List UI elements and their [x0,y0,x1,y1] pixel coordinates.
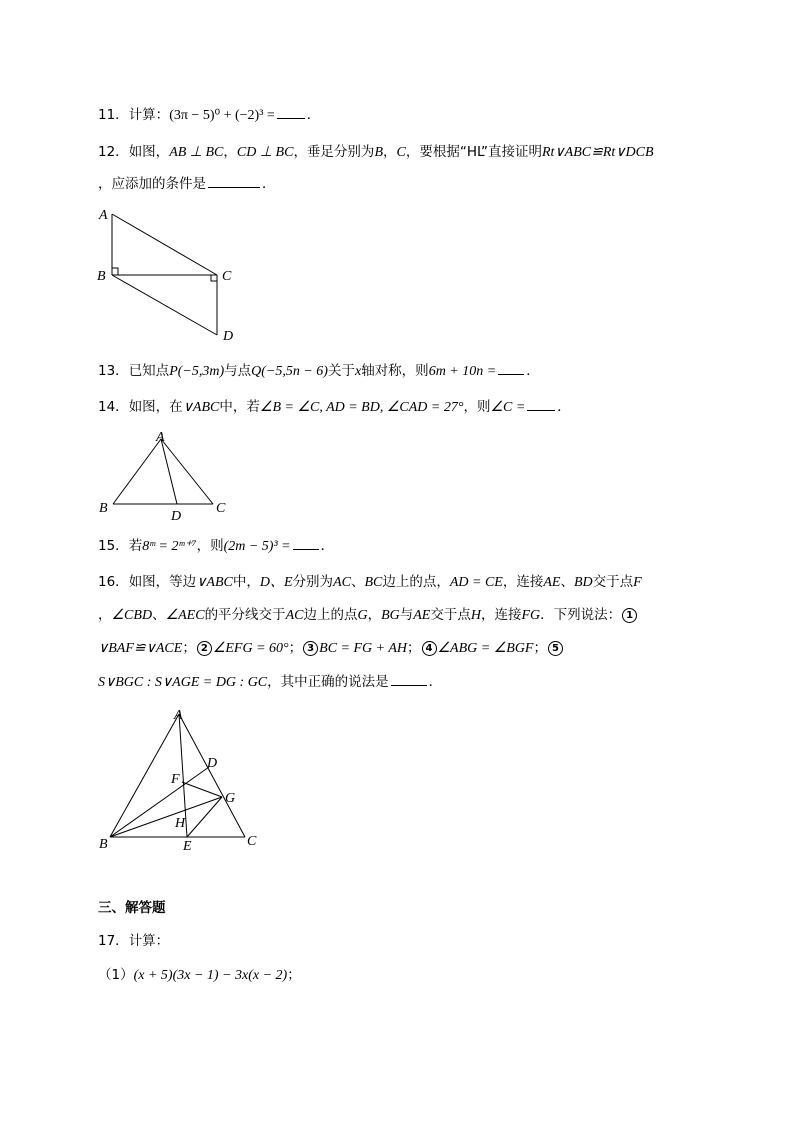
question-11: 11．计算：(3π − 5)⁰ + (−2)³ = ． [98,107,321,123]
circled-number-4: 4 [422,641,437,656]
label-D: D [223,329,234,344]
right-angle-mark [211,275,217,281]
q12-figure [95,205,245,345]
question-13: 13．已知点P(−5,3m)与点Q(−5,5n − 6)关于x轴对称，则6m + 10n = ． [98,363,540,379]
answer-blank [527,398,555,411]
answer-blank [208,175,260,188]
question-16-line3: ∨BAF≌∨ACE； 2 ∠EFG = 60°； 3 BC = FG + AH； 4 ∠ABG = ∠BGF； 5 [98,639,564,658]
label-H: H [175,816,186,831]
q11-expression: (3π − 5)⁰ + (−2)³ = [169,108,275,123]
label-F: F [171,772,180,787]
circled-number-2: 2 [197,641,212,656]
label-A: A [174,708,183,723]
answer-blank [391,673,427,686]
question-15: 15．若8ᵐ = 2ᵐ⁺⁷，则(2m − 5)³ = ． [98,538,335,554]
right-angle-mark [112,268,118,275]
label-G: G [225,791,236,806]
label-B: B [99,501,108,516]
question-12-line2: ，应添加的条件是 ． [98,176,276,192]
label-D: D [171,509,182,524]
answer-blank [293,537,319,550]
q14-figure [95,428,235,523]
label-C: C [247,834,257,849]
label-E: E [183,839,192,854]
question-16-line4: S∨BGC : S∨AGE = DG : GC，其中正确的说法是 ． [98,674,443,690]
answer-blank [498,362,524,375]
q16-figure [95,700,270,860]
label-A: A [99,208,108,223]
question-17-part-1: （1）(x + 5)(3x − 1) − 3x(x − 2)； [98,967,301,983]
circled-number-5: 5 [548,641,563,656]
label-A: A [156,430,165,445]
label-C: C [222,269,232,284]
question-16-line2: ，∠CBD、∠AEC的平分线交于AC边上的点G，BG与AE交于点H，连接FG．下列说法： 1 [98,606,638,625]
section-3-heading: 三、解答题 [98,900,166,916]
question-17: 17．计算： [98,933,170,949]
question-16: 16．如图，等边∨ABC中，D、E分别为AC、BC边上的点，AD = CE，连接AE、BD交于点F [98,574,642,590]
circled-number-3: 3 [303,641,318,656]
circled-number-1: 1 [622,608,637,623]
label-B: B [97,269,106,284]
answer-blank [277,106,305,119]
question-12: 12．如图，AB ⊥ BC，CD ⊥ BC，垂足分别为B，C，要根据“HL”直接证明Rt∨ABC≌Rt∨DCB [98,144,654,160]
question-14: 14．如图，在∨ABC中，若∠B = ∠C, AD = BD, ∠CAD = 27°，则∠C = ． [98,399,571,415]
label-B: B [99,837,108,852]
label-C: C [216,501,226,516]
label-D: D [207,756,218,771]
